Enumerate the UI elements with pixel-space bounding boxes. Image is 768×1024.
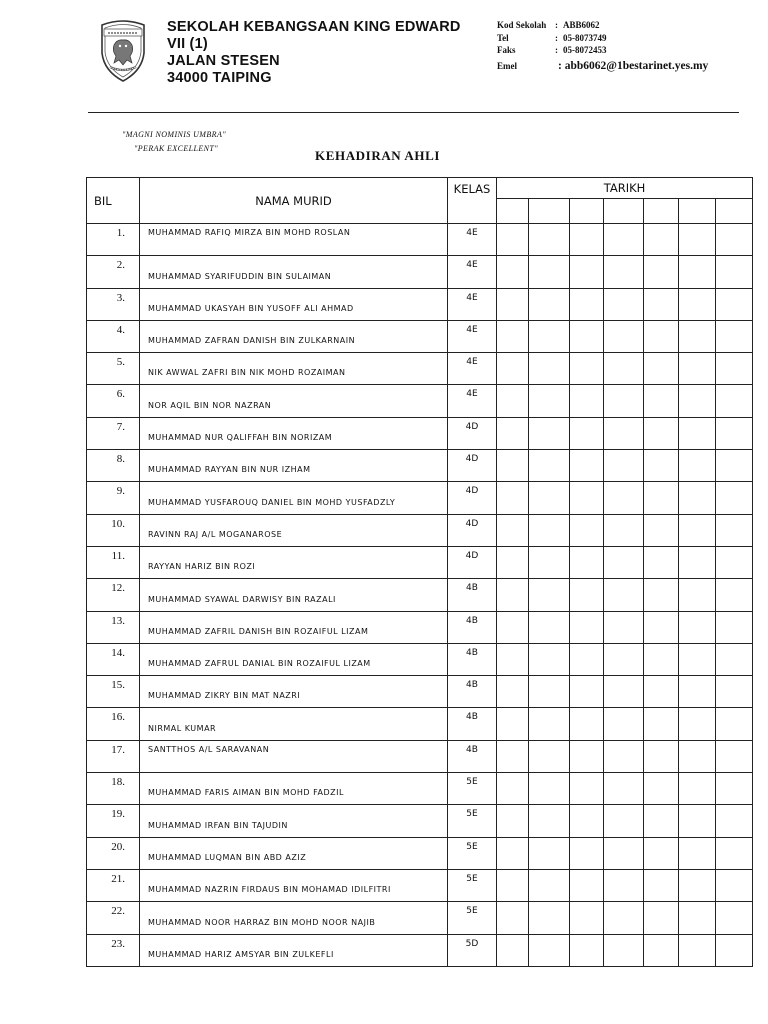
attendance-cell[interactable] xyxy=(716,740,753,772)
attendance-cell[interactable] xyxy=(570,676,604,708)
table-row xyxy=(87,708,753,740)
attendance-cell[interactable] xyxy=(604,514,644,546)
row-number: 11. xyxy=(87,546,140,578)
attendance-cell[interactable] xyxy=(679,353,716,385)
attendance-cell[interactable] xyxy=(570,288,604,320)
contact-row-tel: Tel : 05-8073749 xyxy=(497,32,607,43)
row-number: 15. xyxy=(87,676,140,708)
student-name: MUHAMMAD ZAFRIL DANISH BIN ROZAIFUL LIZAM xyxy=(140,611,448,643)
attendance-cell[interactable] xyxy=(716,708,753,740)
attendance-cell[interactable] xyxy=(497,546,529,578)
table-row xyxy=(87,934,753,966)
attendance-cell[interactable] xyxy=(604,288,644,320)
column-header-kelas: KELAS xyxy=(448,178,497,224)
attendance-cell[interactable] xyxy=(716,611,753,643)
student-name: MUHAMMAD LUQMAN BIN ABD AZIZ xyxy=(140,837,448,869)
student-class: 5E xyxy=(448,837,497,869)
attendance-cell[interactable] xyxy=(497,579,529,611)
student-name: MUHAMMAD NOOR HARRAZ BIN MOHD NOOR NAJIB xyxy=(140,902,448,934)
student-name: MUHAMMAD RAFIQ MIRZA BIN MOHD ROSLAN xyxy=(140,224,448,256)
student-name: RAVINN RAJ A/L MOGANAROSE xyxy=(140,514,448,546)
attendance-cell[interactable] xyxy=(497,805,529,837)
attendance-cell[interactable] xyxy=(604,482,644,514)
table-row xyxy=(87,224,753,256)
attendance-cell[interactable] xyxy=(716,643,753,675)
column-header-tarikh: TARIKH xyxy=(497,178,753,199)
attendance-cell[interactable] xyxy=(679,224,716,256)
attendance-cell[interactable] xyxy=(716,482,753,514)
table-row xyxy=(87,676,753,708)
student-name: MUHAMMAD FARIS AIMAN BIN MOHD FADZIL xyxy=(140,773,448,805)
attendance-cell[interactable] xyxy=(497,320,529,352)
attendance-cell[interactable] xyxy=(644,869,679,901)
attendance-cell[interactable] xyxy=(529,869,570,901)
attendance-cell[interactable] xyxy=(604,611,644,643)
attendance-cell[interactable] xyxy=(529,643,570,675)
attendance-cell[interactable] xyxy=(604,417,644,449)
table-row xyxy=(87,514,753,546)
attendance-cell[interactable] xyxy=(604,385,644,417)
date-column-header[interactable] xyxy=(604,199,644,224)
attendance-cell[interactable] xyxy=(570,773,604,805)
attendance-cell[interactable] xyxy=(529,482,570,514)
attendance-cell[interactable] xyxy=(604,676,644,708)
attendance-cell[interactable] xyxy=(644,224,679,256)
attendance-cell[interactable] xyxy=(679,676,716,708)
attendance-cell[interactable] xyxy=(604,773,644,805)
student-class: 4D xyxy=(448,417,497,449)
attendance-cell[interactable] xyxy=(679,385,716,417)
attendance-cell[interactable] xyxy=(716,224,753,256)
attendance-cell[interactable] xyxy=(529,934,570,966)
student-name: MUHAMMAD ZIKRY BIN MAT NAZRI xyxy=(140,676,448,708)
attendance-cell[interactable] xyxy=(644,805,679,837)
attendance-cell[interactable] xyxy=(644,934,679,966)
table-row xyxy=(87,902,753,934)
table-row xyxy=(87,643,753,675)
attendance-cell[interactable] xyxy=(644,320,679,352)
attendance-cell[interactable] xyxy=(604,740,644,772)
attendance-cell[interactable] xyxy=(529,320,570,352)
student-class: 4D xyxy=(448,482,497,514)
attendance-cell[interactable] xyxy=(716,546,753,578)
attendance-cell[interactable] xyxy=(604,902,644,934)
attendance-cell[interactable] xyxy=(644,643,679,675)
attendance-cell[interactable] xyxy=(497,611,529,643)
attendance-cell[interactable] xyxy=(497,902,529,934)
attendance-cell[interactable] xyxy=(529,417,570,449)
attendance-cell[interactable] xyxy=(529,256,570,288)
attendance-cell[interactable] xyxy=(644,450,679,482)
student-name: NOR AQIL BIN NOR NAZRAN xyxy=(140,385,448,417)
student-class: 4E xyxy=(448,256,497,288)
attendance-cell[interactable] xyxy=(529,740,570,772)
row-number: 13. xyxy=(87,611,140,643)
attendance-cell[interactable] xyxy=(570,708,604,740)
attendance-cell[interactable] xyxy=(679,869,716,901)
attendance-cell[interactable] xyxy=(570,643,604,675)
student-class: 4B xyxy=(448,740,497,772)
student-class: 5E xyxy=(448,902,497,934)
attendance-cell[interactable] xyxy=(497,450,529,482)
attendance-cell[interactable] xyxy=(497,676,529,708)
attendance-cell[interactable] xyxy=(497,256,529,288)
row-number: 6. xyxy=(87,385,140,417)
attendance-cell[interactable] xyxy=(497,643,529,675)
attendance-cell[interactable] xyxy=(570,611,604,643)
attendance-cell[interactable] xyxy=(679,514,716,546)
student-name: MUHAMMAD HARIZ AMSYAR BIN ZULKEFLI xyxy=(140,934,448,966)
row-number: 22. xyxy=(87,902,140,934)
row-number: 21. xyxy=(87,869,140,901)
row-number: 2. xyxy=(87,256,140,288)
table-row xyxy=(87,546,753,578)
contact-value: ABB6062 xyxy=(563,20,600,30)
contact-label: Faks xyxy=(497,45,516,55)
row-number: 9. xyxy=(87,482,140,514)
column-header-nama-murid: NAMA MURID xyxy=(140,178,448,224)
table-row xyxy=(87,773,753,805)
attendance-table xyxy=(86,177,753,967)
contact-row-school-code: Kod Sekolah : ABB6062 xyxy=(497,20,600,30)
motto-line: "PERAK EXCELLENT" xyxy=(134,144,218,153)
student-class: 4B xyxy=(448,708,497,740)
attendance-cell[interactable] xyxy=(644,288,679,320)
attendance-cell[interactable] xyxy=(604,320,644,352)
table-row xyxy=(87,256,753,288)
motto-line: "MAGNI NOMINIS UMBRA" xyxy=(122,130,226,139)
attendance-cell[interactable] xyxy=(570,546,604,578)
attendance-cell[interactable] xyxy=(679,288,716,320)
attendance-cell[interactable] xyxy=(679,708,716,740)
attendance-cell[interactable] xyxy=(644,353,679,385)
attendance-cell[interactable] xyxy=(716,837,753,869)
attendance-cell[interactable] xyxy=(497,224,529,256)
attendance-cell[interactable] xyxy=(529,837,570,869)
header-divider xyxy=(88,112,739,113)
attendance-cell[interactable] xyxy=(570,320,604,352)
attendance-cell[interactable] xyxy=(644,482,679,514)
attendance-cell[interactable] xyxy=(529,514,570,546)
attendance-cell[interactable] xyxy=(679,546,716,578)
attendance-cell[interactable] xyxy=(529,579,570,611)
student-class: 4E xyxy=(448,320,497,352)
date-column-header[interactable] xyxy=(529,199,570,224)
student-name: MUHAMMAD YUSFAROUQ DANIEL BIN MOHD YUSFADZLY xyxy=(140,482,448,514)
attendance-cell[interactable] xyxy=(570,837,604,869)
attendance-cell[interactable] xyxy=(716,450,753,482)
attendance-cell[interactable] xyxy=(497,740,529,772)
table-row xyxy=(87,805,753,837)
attendance-cell[interactable] xyxy=(716,417,753,449)
student-class: 5E xyxy=(448,773,497,805)
attendance-cell[interactable] xyxy=(570,902,604,934)
table-row xyxy=(87,385,753,417)
attendance-cell[interactable] xyxy=(497,353,529,385)
attendance-cell[interactable] xyxy=(679,579,716,611)
student-class: 4E xyxy=(448,353,497,385)
row-number: 10. xyxy=(87,514,140,546)
student-class: 5E xyxy=(448,805,497,837)
table-row xyxy=(87,450,753,482)
student-name: SANTTHOS A/L SARAVANAN xyxy=(140,740,448,772)
attendance-cell[interactable] xyxy=(604,934,644,966)
row-number: 23. xyxy=(87,934,140,966)
attendance-cell[interactable] xyxy=(679,482,716,514)
school-name: SEKOLAH KEBANGSAAN KING EDWARD xyxy=(167,19,461,35)
contact-block xyxy=(497,19,708,72)
attendance-cell[interactable] xyxy=(497,482,529,514)
table-row xyxy=(87,740,753,772)
attendance-cell[interactable] xyxy=(716,385,753,417)
student-class: 4D xyxy=(448,514,497,546)
email-address: abb6062@1bestarinet.yes.my xyxy=(564,59,709,72)
attendance-cell[interactable] xyxy=(497,773,529,805)
attendance-cell[interactable] xyxy=(529,902,570,934)
attendance-cell[interactable] xyxy=(644,902,679,934)
attendance-cell[interactable] xyxy=(679,320,716,352)
contact-value: 05-8073749 xyxy=(563,32,607,43)
school-crest-logo xyxy=(96,19,150,83)
contact-label: Kod Sekolah xyxy=(497,20,547,30)
attendance-cell[interactable] xyxy=(529,708,570,740)
attendance-cell[interactable] xyxy=(570,256,604,288)
attendance-cell[interactable] xyxy=(497,934,529,966)
student-class: 4E xyxy=(448,288,497,320)
row-number: 1. xyxy=(87,224,140,256)
contact-row-fax: Faks : 05-8072453 xyxy=(497,45,607,55)
row-number: 17. xyxy=(87,740,140,772)
contact-label: Emel xyxy=(497,60,517,71)
row-number: 18. xyxy=(87,773,140,805)
table-row xyxy=(87,353,753,385)
student-class: 4B xyxy=(448,611,497,643)
attendance-cell[interactable] xyxy=(497,417,529,449)
attendance-cell[interactable] xyxy=(716,579,753,611)
attendance-cell[interactable] xyxy=(604,224,644,256)
row-number: 5. xyxy=(87,353,140,385)
attendance-cell[interactable] xyxy=(604,546,644,578)
row-number: 12. xyxy=(87,579,140,611)
attendance-cell[interactable] xyxy=(604,837,644,869)
attendance-cell[interactable] xyxy=(570,869,604,901)
attendance-cell[interactable] xyxy=(570,482,604,514)
attendance-cell[interactable] xyxy=(604,353,644,385)
attendance-cell[interactable] xyxy=(679,417,716,449)
date-column-header[interactable] xyxy=(497,199,529,224)
attendance-cell[interactable] xyxy=(604,256,644,288)
attendance-cell[interactable] xyxy=(497,708,529,740)
attendance-cell[interactable] xyxy=(604,805,644,837)
attendance-cell[interactable] xyxy=(497,288,529,320)
attendance-cell[interactable] xyxy=(570,417,604,449)
attendance-cell[interactable] xyxy=(529,288,570,320)
attendance-cell[interactable] xyxy=(716,256,753,288)
attendance-cell[interactable] xyxy=(679,256,716,288)
attendance-cell[interactable] xyxy=(679,805,716,837)
attendance-cell[interactable] xyxy=(570,353,604,385)
attendance-cell[interactable] xyxy=(570,224,604,256)
attendance-cell[interactable] xyxy=(604,579,644,611)
student-class: 5E xyxy=(448,869,497,901)
attendance-cell[interactable] xyxy=(679,611,716,643)
attendance-cell[interactable] xyxy=(570,514,604,546)
table-row xyxy=(87,579,753,611)
attendance-cell[interactable] xyxy=(497,514,529,546)
attendance-cell[interactable] xyxy=(644,256,679,288)
attendance-cell[interactable] xyxy=(497,837,529,869)
attendance-cell[interactable] xyxy=(529,611,570,643)
attendance-cell[interactable] xyxy=(604,450,644,482)
row-number: 16. xyxy=(87,708,140,740)
attendance-cell[interactable] xyxy=(604,869,644,901)
student-class: 4D xyxy=(448,546,497,578)
row-number: 3. xyxy=(87,288,140,320)
table-row xyxy=(87,837,753,869)
attendance-cell[interactable] xyxy=(644,740,679,772)
student-class: 4B xyxy=(448,643,497,675)
table-row xyxy=(87,417,753,449)
attendance-cell[interactable] xyxy=(570,934,604,966)
attendance-cell[interactable] xyxy=(716,934,753,966)
page-title: KEHADIRAN AHLI xyxy=(315,148,441,163)
attendance-cell[interactable] xyxy=(529,224,570,256)
attendance-cell[interactable] xyxy=(529,385,570,417)
student-name: MUHAMMAD NAZRIN FIRDAUS BIN MOHAMAD IDILFITRI xyxy=(140,869,448,901)
student-name: MUHAMMAD IRFAN BIN TAJUDIN xyxy=(140,805,448,837)
attendance-cell[interactable] xyxy=(570,450,604,482)
attendance-cell[interactable] xyxy=(644,579,679,611)
student-name: NIRMAL KUMAR xyxy=(140,708,448,740)
attendance-cell[interactable] xyxy=(644,773,679,805)
attendance-cell[interactable] xyxy=(529,546,570,578)
date-column-header[interactable] xyxy=(644,199,679,224)
date-column-header[interactable] xyxy=(679,199,716,224)
attendance-cell[interactable] xyxy=(604,643,644,675)
student-name: MUHAMMAD NUR QALIFFAH BIN NORIZAM xyxy=(140,417,448,449)
student-class: 4D xyxy=(448,450,497,482)
school-name-line2: VII (1) xyxy=(167,36,208,52)
row-number: 20. xyxy=(87,837,140,869)
contact-value: 05-8072453 xyxy=(563,45,607,55)
attendance-cell[interactable] xyxy=(716,676,753,708)
attendance-cell[interactable] xyxy=(644,708,679,740)
attendance-cell[interactable] xyxy=(679,450,716,482)
attendance-cell[interactable] xyxy=(529,773,570,805)
school-postcode-city: 34000 TAIPING xyxy=(167,70,272,86)
student-name: MUHAMMAD ZAFRUL DANIAL BIN ROZAIFUL LIZAM xyxy=(140,643,448,675)
attendance-cell[interactable] xyxy=(529,353,570,385)
attendance-cell[interactable] xyxy=(604,708,644,740)
school-street: JALAN STESEN xyxy=(167,53,280,69)
attendance-cell[interactable] xyxy=(529,450,570,482)
student-name: MUHAMMAD SYAWAL DARWISY BIN RAZALI xyxy=(140,579,448,611)
attendance-cell[interactable] xyxy=(529,805,570,837)
row-number: 19. xyxy=(87,805,140,837)
attendance-cell[interactable] xyxy=(497,385,529,417)
attendance-cell[interactable] xyxy=(644,385,679,417)
attendance-cell[interactable] xyxy=(716,805,753,837)
attendance-cell[interactable] xyxy=(497,869,529,901)
attendance-cell[interactable] xyxy=(679,934,716,966)
table-row xyxy=(87,869,753,901)
student-class: 4B xyxy=(448,579,497,611)
attendance-cell[interactable] xyxy=(716,514,753,546)
attendance-cell[interactable] xyxy=(644,837,679,869)
date-column-header[interactable] xyxy=(570,199,604,224)
attendance-cell[interactable] xyxy=(716,773,753,805)
student-name: MUHAMMAD UKASYAH BIN YUSOFF ALI AHMAD xyxy=(140,288,448,320)
contact-row-email: Emel : abb6062@1bestarinet.yes.my xyxy=(497,59,709,72)
row-number: 7. xyxy=(87,417,140,449)
attendance-cell[interactable] xyxy=(716,353,753,385)
column-header-bil: BIL xyxy=(87,178,140,224)
row-number: 8. xyxy=(87,450,140,482)
attendance-cell[interactable] xyxy=(644,611,679,643)
attendance-cell[interactable] xyxy=(570,385,604,417)
school-address-block xyxy=(167,19,487,87)
student-class: 4B xyxy=(448,676,497,708)
attendance-cell[interactable] xyxy=(716,902,753,934)
attendance-cell[interactable] xyxy=(679,643,716,675)
table-row xyxy=(87,611,753,643)
student-name: MUHAMMAD SYARIFUDDIN BIN SULAIMAN xyxy=(140,256,448,288)
attendance-cell[interactable] xyxy=(570,805,604,837)
student-class: 4E xyxy=(448,224,497,256)
student-class: 5D xyxy=(448,934,497,966)
attendance-cell[interactable] xyxy=(716,288,753,320)
attendance-cell[interactable] xyxy=(679,740,716,772)
attendance-cell[interactable] xyxy=(529,676,570,708)
attendance-cell[interactable] xyxy=(679,773,716,805)
student-name: MUHAMMAD ZAFRAN DANISH BIN ZULKARNAIN xyxy=(140,320,448,352)
student-name: MUHAMMAD RAYYAN BIN NUR IZHAM xyxy=(140,450,448,482)
row-number: 4. xyxy=(87,320,140,352)
student-name: NIK AWWAL ZAFRI BIN NIK MOHD ROZAIMAN xyxy=(140,353,448,385)
attendance-cell[interactable] xyxy=(716,320,753,352)
student-name: RAYYAN HARIZ BIN ROZI xyxy=(140,546,448,578)
attendance-cell[interactable] xyxy=(644,514,679,546)
attendance-cell[interactable] xyxy=(570,579,604,611)
table-row xyxy=(87,288,753,320)
student-class: 4E xyxy=(448,385,497,417)
attendance-cell[interactable] xyxy=(644,546,679,578)
date-column-header[interactable] xyxy=(716,199,753,224)
attendance-cell[interactable] xyxy=(716,869,753,901)
attendance-cell[interactable] xyxy=(679,837,716,869)
table-row xyxy=(87,320,753,352)
contact-label: Tel xyxy=(497,32,509,43)
row-number: 14. xyxy=(87,643,140,675)
attendance-cell[interactable] xyxy=(679,902,716,934)
table-row xyxy=(87,482,753,514)
attendance-cell[interactable] xyxy=(570,740,604,772)
attendance-cell[interactable] xyxy=(644,417,679,449)
attendance-cell[interactable] xyxy=(644,676,679,708)
